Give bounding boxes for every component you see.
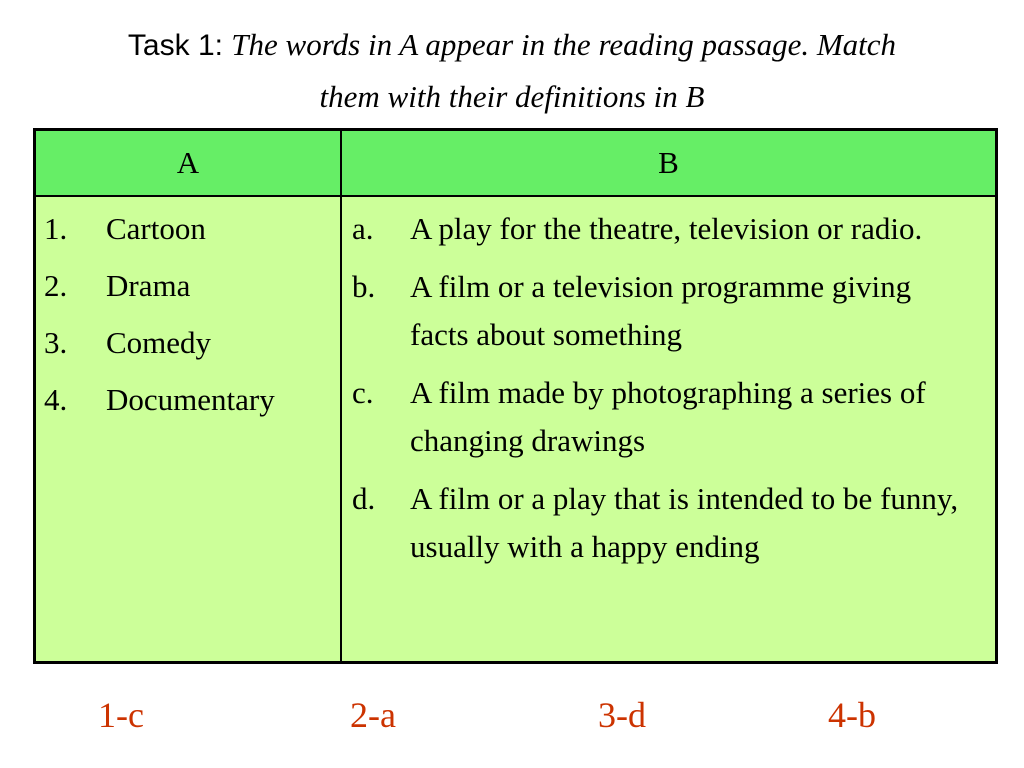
word-item	[44, 319, 340, 367]
word-text: Documentary	[106, 382, 275, 417]
words-column	[36, 197, 342, 661]
definition-item	[352, 205, 975, 253]
column-b-header: B	[342, 131, 995, 197]
word-item	[44, 262, 340, 310]
definition-item	[352, 369, 975, 465]
answer-3: 3-d	[598, 695, 646, 735]
task-label: Task 1:	[127, 29, 232, 62]
answer-4: 4-b	[828, 695, 876, 735]
word-text: Cartoon	[106, 211, 206, 246]
task-instruction: The words in A appear in the reading passage. Match	[231, 27, 897, 62]
word-text: Comedy	[106, 325, 212, 360]
definition-text: A film made by photographing a series of changing drawings	[410, 375, 926, 458]
word-item	[44, 205, 340, 253]
definition-item	[352, 475, 975, 571]
word-number: 1.	[44, 211, 68, 246]
column-a-header: A	[36, 131, 342, 197]
definition-letter: c.	[352, 375, 374, 410]
definition-letter: b.	[352, 269, 376, 304]
definition-text: A film or a television programme giving facts about something	[410, 269, 912, 352]
definition-item	[352, 263, 975, 359]
answer-1: 1-c	[98, 695, 144, 735]
answer-key	[0, 694, 1024, 744]
matching-table	[33, 128, 998, 664]
word-number: 4.	[44, 382, 68, 417]
word-text: Drama	[106, 268, 191, 303]
task-instruction-line2: them with their definitions in B	[319, 79, 705, 114]
task-title	[0, 20, 1024, 122]
definition-text: A play for the theatre, television or radio.	[410, 211, 923, 246]
word-number: 2.	[44, 268, 68, 303]
word-item	[44, 376, 340, 424]
definitions-column	[342, 197, 995, 661]
definition-text: A film or a play that is intended to be funny, usually with a happy ending	[410, 481, 959, 564]
definition-letter: a.	[352, 211, 374, 246]
definition-letter: d.	[352, 481, 376, 516]
answer-2: 2-a	[350, 695, 396, 735]
word-number: 3.	[44, 325, 68, 360]
